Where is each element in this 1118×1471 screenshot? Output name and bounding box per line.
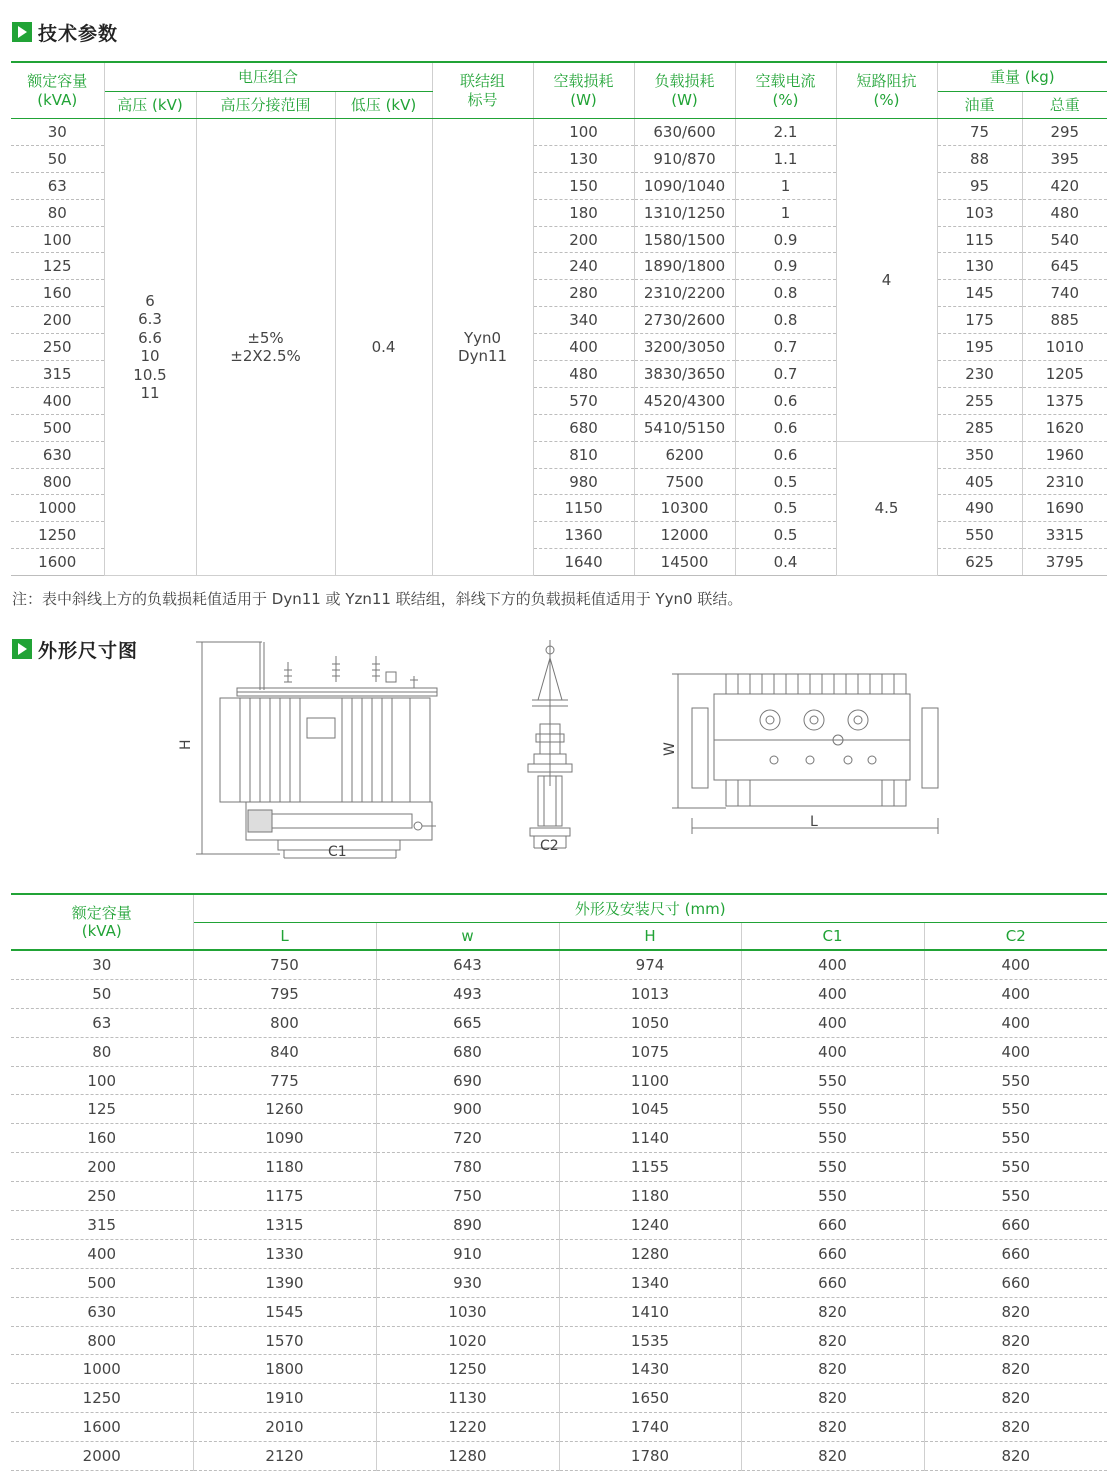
cell-capacity: 250 [11, 334, 104, 361]
cell-w: 1130 [376, 1384, 559, 1413]
cell-w: 690 [376, 1066, 559, 1095]
table-row [11, 1239, 1107, 1268]
table-row [11, 950, 1107, 979]
cell-w: 910 [376, 1239, 559, 1268]
cell-c1: 550 [741, 1124, 924, 1153]
cell-load-loss: 7500 [634, 468, 735, 495]
cell-total-weight: 1690 [1022, 495, 1107, 522]
cell-c1: 550 [741, 1182, 924, 1211]
section-title-text: 技术参数 [38, 22, 119, 45]
cell-no-load-loss: 980 [533, 468, 634, 495]
cell-c2: 820 [924, 1384, 1107, 1413]
table-row [11, 1153, 1107, 1182]
section-title-specs [12, 19, 118, 45]
cell-no-load-loss: 130 [533, 145, 634, 172]
header-weight: 重量 (kg) [937, 62, 1107, 92]
cell-no-load-current: 0.8 [735, 307, 836, 334]
header-c1: C1 [741, 923, 924, 951]
cell-capacity: 100 [11, 1066, 193, 1095]
cell-total-weight: 885 [1022, 307, 1107, 334]
header-c2: C2 [1005, 927, 1026, 945]
cell-c1: 820 [741, 1297, 924, 1326]
cell-capacity: 100 [11, 226, 104, 253]
label-l: L [810, 814, 818, 830]
cell-w: 1020 [376, 1326, 559, 1355]
cell-capacity: 200 [11, 1153, 193, 1182]
cell-w: 780 [376, 1153, 559, 1182]
cell-l: 795 [193, 979, 376, 1008]
spec-table [11, 61, 1107, 576]
cell-c2: 400 [924, 979, 1107, 1008]
cell-capacity: 160 [11, 280, 104, 307]
header-oil-weight: 油重 [937, 92, 1022, 119]
cell-w: 643 [376, 950, 559, 979]
cell-h: 1045 [559, 1095, 741, 1124]
table-row [11, 1384, 1107, 1413]
table-row [11, 119, 1107, 146]
cell-total-weight: 3315 [1022, 522, 1107, 549]
table-row [11, 1326, 1107, 1355]
header-w: w [376, 923, 559, 951]
cell-no-load-loss: 570 [533, 387, 634, 414]
cell-c2: 400 [924, 1037, 1107, 1066]
cell-no-load-loss: 400 [533, 334, 634, 361]
cell-capacity: 1000 [11, 495, 104, 522]
cell-c1: 820 [741, 1413, 924, 1442]
cell-no-load-loss: 150 [533, 172, 634, 199]
header-voltage-combo: 电压组合 [104, 62, 432, 92]
cell-h: 1100 [559, 1066, 741, 1095]
cell-capacity: 500 [11, 1268, 193, 1297]
cell-no-load-current: 2.1 [735, 119, 836, 146]
cell-no-load-current: 0.8 [735, 280, 836, 307]
header-h: H [559, 923, 741, 951]
cell-h: 1410 [559, 1297, 741, 1326]
cell-load-loss: 2310/2200 [634, 280, 735, 307]
label-c2: C2 [540, 838, 559, 854]
cell-oil-weight: 230 [937, 361, 1022, 388]
cell-c1: 400 [741, 1008, 924, 1037]
cell-oil-weight: 103 [937, 199, 1022, 226]
cell-total-weight: 480 [1022, 199, 1107, 226]
cell-l: 2120 [193, 1442, 376, 1471]
cell-total-weight: 395 [1022, 145, 1107, 172]
cell-h: 1240 [559, 1211, 741, 1240]
label-c1: C1 [328, 844, 347, 860]
cell-h: 1780 [559, 1442, 741, 1471]
cell-no-load-loss: 180 [533, 199, 634, 226]
header-vector-group: 联结组 标号 [432, 62, 533, 119]
header-load-loss: 负载损耗 (W) [634, 62, 735, 119]
cell-l: 1315 [193, 1211, 376, 1240]
cell-total-weight: 420 [1022, 172, 1107, 199]
table-row [11, 1413, 1107, 1442]
cell-capacity: 50 [11, 979, 193, 1008]
cell-load-loss: 6200 [634, 441, 735, 468]
cell-load-loss: 4520/4300 [634, 387, 735, 414]
cell-h: 1013 [559, 979, 741, 1008]
cell-w: 1250 [376, 1355, 559, 1384]
cell-load-loss: 12000 [634, 522, 735, 549]
cell-no-load-current: 0.9 [735, 226, 836, 253]
dimensions-table [11, 893, 1107, 1471]
cell-capacity: 80 [11, 1037, 193, 1066]
cell-no-load-current: 0.5 [735, 468, 836, 495]
header-no-load-current: 空载电流 (%) [735, 62, 836, 119]
cell-c2: 550 [924, 1153, 1107, 1182]
cell-no-load-loss: 340 [533, 307, 634, 334]
cell-capacity: 1000 [11, 1355, 193, 1384]
cell-c1: 820 [741, 1442, 924, 1471]
cell-c2: 400 [924, 950, 1107, 979]
cell-w: 900 [376, 1095, 559, 1124]
play-triangle-icon [12, 22, 32, 42]
cell-no-load-current: 1.1 [735, 145, 836, 172]
cell-c1: 550 [741, 1095, 924, 1124]
cell-c1: 550 [741, 1066, 924, 1095]
cell-h: 1430 [559, 1355, 741, 1384]
cell-total-weight: 1620 [1022, 414, 1107, 441]
table-row [11, 1442, 1107, 1471]
header-rated-capacity: 额定容量 (kVA) [11, 62, 104, 119]
table-row [11, 1268, 1107, 1297]
cell-capacity: 63 [11, 1008, 193, 1037]
cell-capacity: 125 [11, 253, 104, 280]
cell-oil-weight: 350 [937, 441, 1022, 468]
cell-c1: 660 [741, 1211, 924, 1240]
section-title-dimensions [12, 636, 138, 662]
cell-c1: 400 [741, 1037, 924, 1066]
cell-capacity: 50 [11, 145, 104, 172]
table-row [11, 1355, 1107, 1384]
cell-no-load-current: 0.7 [735, 361, 836, 388]
cell-h: 1535 [559, 1326, 741, 1355]
cell-c2: 660 [924, 1268, 1107, 1297]
cell-c1: 820 [741, 1326, 924, 1355]
cell-c2: 550 [924, 1182, 1107, 1211]
cell-load-loss: 3830/3650 [634, 361, 735, 388]
cell-load-loss: 910/870 [634, 145, 735, 172]
cell-no-load-loss: 480 [533, 361, 634, 388]
table-row [11, 1297, 1107, 1326]
section-title-text: 外形尺寸图 [38, 639, 139, 662]
cell-no-load-current: 1 [735, 172, 836, 199]
cell-total-weight: 2310 [1022, 468, 1107, 495]
cell-capacity: 1250 [11, 1384, 193, 1413]
cell-c1: 820 [741, 1384, 924, 1413]
cell-c1: 400 [741, 979, 924, 1008]
cell-oil-weight: 115 [937, 226, 1022, 253]
cell-w: 665 [376, 1008, 559, 1037]
table-row [11, 1182, 1107, 1211]
cell-c2: 820 [924, 1326, 1107, 1355]
cell-total-weight: 3795 [1022, 549, 1107, 576]
table-row [11, 1124, 1107, 1153]
table-row [11, 1095, 1107, 1124]
cell-h: 1140 [559, 1124, 741, 1153]
cell-no-load-loss: 240 [533, 253, 634, 280]
header-l: L [193, 923, 376, 951]
cell-no-load-current: 0.7 [735, 334, 836, 361]
cell-oil-weight: 95 [937, 172, 1022, 199]
table-row [11, 1211, 1107, 1240]
cell-l: 1390 [193, 1268, 376, 1297]
cell-capacity: 160 [11, 1124, 193, 1153]
cell-load-loss: 1890/1800 [634, 253, 735, 280]
cell-l: 1910 [193, 1384, 376, 1413]
cell-l: 1570 [193, 1326, 376, 1355]
cell-c2: 820 [924, 1355, 1107, 1384]
cell-total-weight: 295 [1022, 119, 1107, 146]
cell-c2: 820 [924, 1442, 1107, 1471]
cell-total-weight: 1960 [1022, 441, 1107, 468]
cell-h: 1340 [559, 1268, 741, 1297]
header-lv: 低压 (kV) [335, 92, 432, 119]
cell-c2: 550 [924, 1066, 1107, 1095]
cell-capacity: 125 [11, 1095, 193, 1124]
cell-l: 2010 [193, 1413, 376, 1442]
cell-capacity: 2000 [11, 1442, 193, 1471]
side-view-drawing [520, 636, 590, 856]
cell-w: 1030 [376, 1297, 559, 1326]
cell-c1: 400 [741, 950, 924, 979]
cell-l: 1180 [193, 1153, 376, 1182]
cell-impedance: 4 [836, 119, 937, 442]
cell-c2: 660 [924, 1239, 1107, 1268]
cell-no-load-loss: 280 [533, 280, 634, 307]
cell-no-load-current: 0.6 [735, 441, 836, 468]
table-note: 注：表中斜线上方的负载损耗值适用于 Dyn11 或 Yzn11 联结组，斜线下方的负载损耗值适用于 Yyn0 联结。 [12, 590, 743, 608]
cell-merged-vector-group: Yyn0 Dyn11 [432, 119, 533, 576]
cell-load-loss: 10300 [634, 495, 735, 522]
header-no-load-loss: 空载损耗 (W) [533, 62, 634, 119]
cell-capacity: 63 [11, 172, 104, 199]
cell-h: 1155 [559, 1153, 741, 1182]
cell-l: 1545 [193, 1297, 376, 1326]
cell-c2: 820 [924, 1297, 1107, 1326]
cell-c2: 820 [924, 1413, 1107, 1442]
cell-capacity: 30 [11, 119, 104, 146]
cell-oil-weight: 550 [937, 522, 1022, 549]
cell-capacity: 80 [11, 199, 104, 226]
cell-no-load-current: 0.5 [735, 522, 836, 549]
cell-w: 720 [376, 1124, 559, 1153]
cell-oil-weight: 130 [937, 253, 1022, 280]
label-w: W [662, 742, 678, 756]
cell-h: 1050 [559, 1008, 741, 1037]
cell-total-weight: 740 [1022, 280, 1107, 307]
cell-no-load-current: 0.9 [735, 253, 836, 280]
label-h: H [178, 739, 194, 750]
cell-c2: 400 [924, 1008, 1107, 1037]
cell-no-load-loss: 810 [533, 441, 634, 468]
cell-load-loss: 630/600 [634, 119, 735, 146]
cell-l: 750 [193, 950, 376, 979]
cell-h: 1180 [559, 1182, 741, 1211]
cell-capacity: 315 [11, 361, 104, 388]
cell-load-loss: 1580/1500 [634, 226, 735, 253]
header-rated-capacity: 额定容量 (kVA) [11, 894, 193, 950]
cell-capacity: 1250 [11, 522, 104, 549]
cell-capacity: 400 [11, 1239, 193, 1268]
header-hv: 高压 (kV) [104, 92, 196, 119]
cell-oil-weight: 75 [937, 119, 1022, 146]
table-row [11, 1037, 1107, 1066]
cell-c1: 820 [741, 1355, 924, 1384]
header-impedance: 短路阻抗 (%) [836, 62, 937, 119]
cell-oil-weight: 625 [937, 549, 1022, 576]
cell-load-loss: 3200/3050 [634, 334, 735, 361]
cell-no-load-loss: 200 [533, 226, 634, 253]
cell-oil-weight: 255 [937, 387, 1022, 414]
cell-h: 974 [559, 950, 741, 979]
cell-no-load-loss: 1360 [533, 522, 634, 549]
cell-l: 775 [193, 1066, 376, 1095]
cell-l: 800 [193, 1008, 376, 1037]
cell-c2: 550 [924, 1095, 1107, 1124]
cell-load-loss: 2730/2600 [634, 307, 735, 334]
cell-w: 493 [376, 979, 559, 1008]
cell-w: 930 [376, 1268, 559, 1297]
cell-oil-weight: 195 [937, 334, 1022, 361]
cell-total-weight: 540 [1022, 226, 1107, 253]
cell-capacity: 1600 [11, 1413, 193, 1442]
cell-capacity: 800 [11, 468, 104, 495]
table-row [11, 1066, 1107, 1095]
cell-no-load-current: 0.6 [735, 414, 836, 441]
cell-capacity: 200 [11, 307, 104, 334]
table-row [11, 979, 1107, 1008]
cell-capacity: 800 [11, 1326, 193, 1355]
cell-capacity: 250 [11, 1182, 193, 1211]
cell-no-load-loss: 1150 [533, 495, 634, 522]
cell-c2: 550 [924, 1124, 1107, 1153]
cell-h: 1740 [559, 1413, 741, 1442]
cell-c1: 550 [741, 1153, 924, 1182]
cell-capacity: 630 [11, 1297, 193, 1326]
cell-w: 1220 [376, 1413, 559, 1442]
cell-oil-weight: 88 [937, 145, 1022, 172]
cell-no-load-loss: 100 [533, 119, 634, 146]
cell-load-loss: 1090/1040 [634, 172, 735, 199]
cell-no-load-current: 0.6 [735, 387, 836, 414]
cell-oil-weight: 175 [937, 307, 1022, 334]
cell-w: 750 [376, 1182, 559, 1211]
cell-oil-weight: 490 [937, 495, 1022, 522]
cell-load-loss: 5410/5150 [634, 414, 735, 441]
cell-l: 1260 [193, 1095, 376, 1124]
cell-capacity: 500 [11, 414, 104, 441]
header-dimensions-group: 外形及安装尺寸 (mm) [193, 894, 1107, 923]
cell-impedance: 4.5 [836, 441, 937, 575]
cell-w: 680 [376, 1037, 559, 1066]
cell-total-weight: 645 [1022, 253, 1107, 280]
top-view-drawing [660, 668, 945, 843]
cell-capacity: 1600 [11, 549, 104, 576]
cell-load-loss: 14500 [634, 549, 735, 576]
cell-l: 1800 [193, 1355, 376, 1384]
cell-c1: 660 [741, 1239, 924, 1268]
cell-l: 1330 [193, 1239, 376, 1268]
cell-c1: 660 [741, 1268, 924, 1297]
cell-h: 1650 [559, 1384, 741, 1413]
cell-capacity: 30 [11, 950, 193, 979]
play-triangle-icon [12, 639, 32, 659]
cell-l: 840 [193, 1037, 376, 1066]
cell-no-load-loss: 680 [533, 414, 634, 441]
cell-oil-weight: 285 [937, 414, 1022, 441]
cell-h: 1280 [559, 1239, 741, 1268]
front-view-drawing [180, 632, 460, 867]
header-hv-tap: 高压分接范围 [196, 92, 335, 119]
cell-l: 1090 [193, 1124, 376, 1153]
cell-total-weight: 1010 [1022, 334, 1107, 361]
cell-w: 890 [376, 1211, 559, 1240]
header-total-weight: 总重 [1022, 92, 1107, 119]
table-row [11, 1008, 1107, 1037]
cell-w: 1280 [376, 1442, 559, 1471]
cell-capacity: 630 [11, 441, 104, 468]
cell-total-weight: 1375 [1022, 387, 1107, 414]
cell-l: 1175 [193, 1182, 376, 1211]
cell-oil-weight: 405 [937, 468, 1022, 495]
cell-no-load-loss: 1640 [533, 549, 634, 576]
cell-c2: 660 [924, 1211, 1107, 1240]
cell-oil-weight: 145 [937, 280, 1022, 307]
cell-merged-hv: 6 6.3 6.6 10 10.5 11 [104, 119, 196, 576]
cell-merged-hv-tap: ±5% ±2X2.5% [196, 119, 335, 576]
cell-no-load-current: 1 [735, 199, 836, 226]
cell-capacity: 315 [11, 1211, 193, 1240]
cell-h: 1075 [559, 1037, 741, 1066]
cell-no-load-current: 0.5 [735, 495, 836, 522]
cell-load-loss: 1310/1250 [634, 199, 735, 226]
cell-total-weight: 1205 [1022, 361, 1107, 388]
cell-no-load-current: 0.4 [735, 549, 836, 576]
cell-capacity: 400 [11, 387, 104, 414]
cell-merged-lv: 0.4 [335, 119, 432, 576]
